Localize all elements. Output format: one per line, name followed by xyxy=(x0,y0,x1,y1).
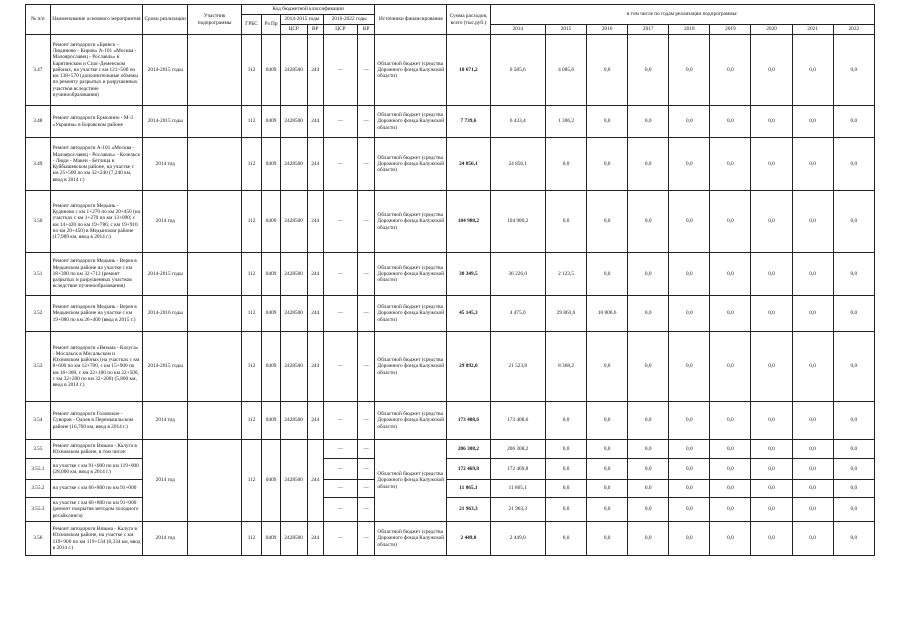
row-participant xyxy=(188,522,241,556)
row-csr: 2428500 xyxy=(280,35,307,106)
row-year-value: 0,0 xyxy=(833,138,874,191)
table-row xyxy=(26,191,875,253)
row-csr2: — xyxy=(323,138,357,191)
row-year-value: 172 469,8 xyxy=(490,459,545,480)
row-total: 11 865,1 xyxy=(447,480,490,498)
row-rzpr: 0409 xyxy=(262,253,280,296)
row-year-value: 0,0 xyxy=(587,106,628,138)
row-year-value: 0,0 xyxy=(669,138,710,191)
row-rzpr: 0409 xyxy=(262,138,280,191)
col-source-header: Источники финансирования xyxy=(375,5,447,35)
row-year-value: 0,0 xyxy=(792,332,833,402)
row-name: на участке с км 66+800 по км 91+000 xyxy=(50,480,142,498)
row-term: 2014 год xyxy=(143,440,188,522)
table-row xyxy=(26,138,875,191)
row-vr2: — xyxy=(357,498,375,522)
row-vr2: — xyxy=(357,522,375,556)
row-year-value: 2 449,0 xyxy=(490,522,545,556)
row-year-value: 0,0 xyxy=(751,296,792,332)
table-row xyxy=(26,522,875,556)
row-source: Областной бюджет (средства Дорожного фонда Калужской области) xyxy=(375,253,447,296)
row-year-value: 0,0 xyxy=(710,498,751,522)
row-year-value: 0,0 xyxy=(545,191,586,253)
row-year-value: 0,0 xyxy=(669,402,710,440)
row-total: 10 671,2 xyxy=(447,35,490,106)
row-year-value: 0,0 xyxy=(751,440,792,459)
row-csr2: — xyxy=(323,191,357,253)
row-year-value: 0,0 xyxy=(751,480,792,498)
row-year-value: 0,0 xyxy=(792,138,833,191)
row-number: 3.54 xyxy=(26,402,51,440)
row-rzpr: 0409 xyxy=(262,35,280,106)
row-year-value: 0,0 xyxy=(587,440,628,459)
row-rzpr: 0409 xyxy=(262,332,280,402)
row-year-value: 0,0 xyxy=(545,480,586,498)
budget-code-header: Код бюджетной классификации xyxy=(241,5,375,15)
row-year-value: 0,0 xyxy=(792,480,833,498)
row-term: 2014 год xyxy=(143,402,188,440)
row-total: 29 892,0 xyxy=(447,332,490,402)
row-year-value: 0,0 xyxy=(587,459,628,480)
row-year-value: 0,0 xyxy=(628,332,669,402)
row-source: Областной бюджет (средства Дорожного фонда Калужской области) xyxy=(375,35,447,106)
year-header: 2022 xyxy=(833,25,874,35)
row-number: 3.55.3 xyxy=(26,498,51,522)
table-row xyxy=(26,35,875,106)
row-total: 173 408,6 xyxy=(447,402,490,440)
row-vr2: — xyxy=(357,480,375,498)
row-year-value: 0,0 xyxy=(792,191,833,253)
row-total: 45 145,3 xyxy=(447,296,490,332)
row-number: 3.52 xyxy=(26,296,51,332)
period-2014-2015-header: 2014-2015 годы xyxy=(280,15,323,25)
col-rzpr-header: Рз Пр xyxy=(262,15,280,35)
row-vr2: — xyxy=(357,402,375,440)
row-year-value: 10 806,6 xyxy=(587,296,628,332)
row-year-value: 0,0 xyxy=(751,332,792,402)
row-year-value: 6 433,4 xyxy=(490,106,545,138)
row-total: 7 739,6 xyxy=(447,106,490,138)
row-year-value: 0,0 xyxy=(587,498,628,522)
row-year-value: 0,0 xyxy=(833,480,874,498)
row-rzpr: 0409 xyxy=(262,296,280,332)
row-csr2: — xyxy=(323,332,357,402)
row-year-value: 24 856,1 xyxy=(490,138,545,191)
row-name: Ремонт автодороги Головское - Суворов - Одоев в Перемышльском районе (16,760 км, ввод в 2014 г.) xyxy=(50,402,142,440)
row-name: Ремонт автодороги Вязьма - Калуга в Юхновском районе, на участке с км 119+900 по км 119+134 (0,334 км, ввод в 2014 г.) xyxy=(50,522,142,556)
row-year-value: 0,0 xyxy=(710,138,751,191)
row-year-value: 0,0 xyxy=(628,522,669,556)
row-year-value: 6 585,6 xyxy=(490,35,545,106)
row-year-value: 0,0 xyxy=(669,480,710,498)
row-year-value: 0,0 xyxy=(833,459,874,480)
row-year-value: 0,0 xyxy=(792,402,833,440)
row-year-value: 8 368,2 xyxy=(545,332,586,402)
row-total: 172 469,8 xyxy=(447,459,490,480)
year-header: 2018 xyxy=(669,25,710,35)
row-year-value: 0,0 xyxy=(669,106,710,138)
row-term: 2014-2016 годы xyxy=(143,296,188,332)
row-year-value: 2 123,5 xyxy=(545,253,586,296)
row-source: Областной бюджет (средства Дорожного фонда Калужской области) xyxy=(375,106,447,138)
row-year-value: 4 085,6 xyxy=(545,35,586,106)
row-vr2: — xyxy=(357,296,375,332)
row-year-value: 104 980,2 xyxy=(490,191,545,253)
row-year-value: 0,0 xyxy=(710,522,751,556)
row-name: Ремонт автодороги Медынь - Верея в Медынском районе на участке с км 18+390 по км 32+713 (ремонт разрытых и разрушенных участков вследствие пучинообразования) xyxy=(50,253,142,296)
row-number: 3.50 xyxy=(26,191,51,253)
row-year-value: 0,0 xyxy=(710,35,751,106)
row-year-value: 0,0 xyxy=(628,440,669,459)
row-year-value: 0,0 xyxy=(587,35,628,106)
row-csr2: — xyxy=(323,106,357,138)
row-total: 21 963,3 xyxy=(447,498,490,522)
row-source: Областной бюджет (средства Дорожного фонда Калужской области) xyxy=(375,402,447,440)
row-year-value: 0,0 xyxy=(669,498,710,522)
row-year-value: 0,0 xyxy=(710,253,751,296)
row-year-value: 0,0 xyxy=(710,106,751,138)
row-year-value: 0,0 xyxy=(710,402,751,440)
row-year-value: 0,0 xyxy=(833,402,874,440)
row-year-value: 0,0 xyxy=(792,106,833,138)
row-number: 3.53 xyxy=(26,332,51,402)
row-name: Ремонт автодороги Медынь - Верея в Медынском районе на участке с км 19+080 по км 26+400 (ввод в 2015 г.) xyxy=(50,296,142,332)
row-year-value: 0,0 xyxy=(628,402,669,440)
row-year-value: 0,0 xyxy=(833,498,874,522)
year-header: 2020 xyxy=(751,25,792,35)
row-csr2: — xyxy=(323,35,357,106)
row-vr2: — xyxy=(357,332,375,402)
row-year-value: 0,0 xyxy=(669,522,710,556)
row-year-value: 0,0 xyxy=(751,498,792,522)
row-participant xyxy=(188,35,241,106)
row-year-value: 4 475,0 xyxy=(490,296,545,332)
row-grbs: 112 xyxy=(241,332,262,402)
row-year-value: 0,0 xyxy=(792,35,833,106)
row-source: Областной бюджет (средства Дорожного фонда Калужской области) xyxy=(375,440,447,522)
row-grbs: 112 xyxy=(241,440,262,522)
vr-header: ВР xyxy=(307,25,323,35)
row-year-value: 0,0 xyxy=(628,106,669,138)
row-year-value: 0,0 xyxy=(545,402,586,440)
row-year-value: 36 226,0 xyxy=(490,253,545,296)
row-vr: 244 xyxy=(307,253,323,296)
row-year-value: 0,0 xyxy=(587,402,628,440)
row-csr: 2428500 xyxy=(280,440,307,522)
row-vr: 244 xyxy=(307,138,323,191)
csr-header: ЦСР xyxy=(323,25,357,35)
row-year-value: 0,0 xyxy=(545,459,586,480)
row-year-value: 0,0 xyxy=(628,459,669,480)
row-year-value: 0,0 xyxy=(833,296,874,332)
table-row xyxy=(26,106,875,138)
row-csr2: — xyxy=(323,253,357,296)
table-row xyxy=(26,296,875,332)
row-year-value: 0,0 xyxy=(751,138,792,191)
row-csr: 2428500 xyxy=(280,106,307,138)
row-year-value: 0,0 xyxy=(545,138,586,191)
row-year-value: 206 308,2 xyxy=(490,440,545,459)
vr-header: ВР xyxy=(357,25,375,35)
row-year-value: 0,0 xyxy=(751,35,792,106)
row-year-value: 0,0 xyxy=(669,459,710,480)
row-year-value: 0,0 xyxy=(669,191,710,253)
by-years-header: в том числе по годам реализации подпрограммы: xyxy=(490,5,875,25)
row-year-value: 0,0 xyxy=(669,332,710,402)
row-year-value: 0,0 xyxy=(833,106,874,138)
row-number: 3.48 xyxy=(26,106,51,138)
row-year-value: 173 408,6 xyxy=(490,402,545,440)
row-total: 206 308,2 xyxy=(447,440,490,459)
row-participant xyxy=(188,440,241,522)
row-name: Ремонт автодороги «Брянск - Людиново - Киров» А-101 «Москва - Малоярославец - Рославль» в Барятинском и Спас-Деменском районах, на участке с км 121+500 по км 138+570 (дополнительные объемы по ремонту разрытых и разрушенных участков вследствие пучинообразования) xyxy=(50,35,142,106)
row-year-value: 0,0 xyxy=(628,480,669,498)
row-total: 2 449,0 xyxy=(447,522,490,556)
row-year-value: 0,0 xyxy=(710,459,751,480)
row-vr: 244 xyxy=(307,191,323,253)
row-term: 2014 год xyxy=(143,138,188,191)
row-rzpr: 0409 xyxy=(262,522,280,556)
row-csr: 2428500 xyxy=(280,191,307,253)
row-vr: 244 xyxy=(307,106,323,138)
row-year-value: 0,0 xyxy=(751,253,792,296)
row-vr: 244 xyxy=(307,402,323,440)
row-year-value: 0,0 xyxy=(669,35,710,106)
row-year-value: 0,0 xyxy=(710,332,751,402)
row-participant xyxy=(188,296,241,332)
row-vr2: — xyxy=(357,459,375,480)
row-grbs: 112 xyxy=(241,253,262,296)
row-source: Областной бюджет (средства Дорожного фонда Калужской области) xyxy=(375,296,447,332)
row-participant xyxy=(188,106,241,138)
row-year-value: 0,0 xyxy=(628,138,669,191)
row-csr2: — xyxy=(323,480,357,498)
col-grbs-header: ГРБС xyxy=(241,15,262,35)
row-year-value: 29 863,6 xyxy=(545,296,586,332)
row-participant xyxy=(188,191,241,253)
csr-header: ЦСР xyxy=(280,25,307,35)
row-term: 2014-2015 годы xyxy=(143,106,188,138)
row-csr: 2428500 xyxy=(280,522,307,556)
row-year-value: 0,0 xyxy=(587,191,628,253)
row-number: 3.49 xyxy=(26,138,51,191)
row-grbs: 112 xyxy=(241,402,262,440)
row-year-value: 0,0 xyxy=(792,459,833,480)
row-grbs: 112 xyxy=(241,106,262,138)
year-header: 2021 xyxy=(792,25,833,35)
row-number: 3.51 xyxy=(26,253,51,296)
row-source: Областной бюджет (средства Дорожного фонда Калужской области) xyxy=(375,522,447,556)
row-year-value: 0,0 xyxy=(710,191,751,253)
row-vr: 244 xyxy=(307,522,323,556)
row-term: 2014 год xyxy=(143,522,188,556)
budget-table xyxy=(25,4,875,556)
row-csr2: — xyxy=(323,402,357,440)
row-year-value: 0,0 xyxy=(833,522,874,556)
row-year-value: 0,0 xyxy=(628,296,669,332)
row-number: 3.47 xyxy=(26,35,51,106)
row-csr2: — xyxy=(323,440,357,459)
row-vr2: — xyxy=(357,138,375,191)
row-year-value: 0,0 xyxy=(587,253,628,296)
row-year-value: 0,0 xyxy=(833,191,874,253)
row-year-value: 0,0 xyxy=(833,253,874,296)
row-year-value: 0,0 xyxy=(545,440,586,459)
row-year-value: 0,0 xyxy=(710,440,751,459)
row-rzpr: 0409 xyxy=(262,191,280,253)
row-csr: 2428500 xyxy=(280,402,307,440)
row-year-value: 0,0 xyxy=(669,253,710,296)
row-year-value: 0,0 xyxy=(587,480,628,498)
row-total: 24 856,1 xyxy=(447,138,490,191)
row-total: 104 980,2 xyxy=(447,191,490,253)
row-csr: 2428500 xyxy=(280,332,307,402)
row-number: 3.55 xyxy=(26,440,51,459)
row-csr2: — xyxy=(323,296,357,332)
row-term: 2014 год xyxy=(143,191,188,253)
col-participant-header: Участник подпрограммы xyxy=(188,5,241,35)
row-vr2: — xyxy=(357,253,375,296)
table-row xyxy=(26,253,875,296)
row-year-value: 0,0 xyxy=(545,498,586,522)
row-number: 3.55.2 xyxy=(26,480,51,498)
row-year-value: 0,0 xyxy=(587,522,628,556)
row-name: Ремонт автодороги «Вязьма - Калуга» - Мосальск в Мосальском и Юхновском районах (на участках с км 8+600 по км 12+700, с км 15+900 по км 16+300, с км 22+100 по км 22+500, с км 32+200 по км 32+200) (5,800 км, ввод в 2014 г.) xyxy=(50,332,142,402)
row-term: 2014-2015 годы xyxy=(143,253,188,296)
period-2016-2022-header: 2016-2022 годы xyxy=(323,15,374,25)
row-total: 38 349,5 xyxy=(447,253,490,296)
col-name-header: Наименование основного мероприятия xyxy=(50,5,142,35)
year-header: 2016 xyxy=(587,25,628,35)
row-vr: 244 xyxy=(307,440,323,522)
row-term: 2014-2015 годы xyxy=(143,35,188,106)
row-year-value: 0,0 xyxy=(751,522,792,556)
row-year-value: 0,0 xyxy=(792,296,833,332)
year-header: 2014 xyxy=(490,25,545,35)
row-vr2: — xyxy=(357,106,375,138)
row-rzpr: 0409 xyxy=(262,106,280,138)
row-name: Ремонт автодороги Вязьма - Калуга в Юхновском районе, в том числе: xyxy=(50,440,142,459)
table-body xyxy=(26,35,875,556)
row-year-value: 0,0 xyxy=(587,138,628,191)
row-year-value: 11 865,1 xyxy=(490,480,545,498)
year-header: 2017 xyxy=(628,25,669,35)
table-row xyxy=(26,440,875,459)
row-year-value: 0,0 xyxy=(628,498,669,522)
row-csr2: — xyxy=(323,498,357,522)
row-year-value: 0,0 xyxy=(545,522,586,556)
row-source: Областной бюджет (средства Дорожного фонда Калужской области) xyxy=(375,191,447,253)
row-year-value: 0,0 xyxy=(792,440,833,459)
row-year-value: 0,0 xyxy=(751,191,792,253)
row-year-value: 0,0 xyxy=(669,296,710,332)
row-grbs: 112 xyxy=(241,35,262,106)
row-vr: 244 xyxy=(307,332,323,402)
row-name: на участке с км 66+800 по км 91+000 (ремонт покрытия методом холодного ресайклинга) xyxy=(50,498,142,522)
row-csr2: — xyxy=(323,522,357,556)
row-participant xyxy=(188,332,241,402)
row-grbs: 112 xyxy=(241,191,262,253)
row-year-value: 0,0 xyxy=(792,522,833,556)
row-year-value: 0,0 xyxy=(628,35,669,106)
row-year-value: 0,0 xyxy=(792,498,833,522)
row-year-value: 0,0 xyxy=(792,253,833,296)
row-rzpr: 0409 xyxy=(262,440,280,522)
row-year-value: 0,0 xyxy=(628,253,669,296)
row-year-value: 0,0 xyxy=(833,440,874,459)
row-participant xyxy=(188,402,241,440)
row-year-value: 0,0 xyxy=(751,459,792,480)
row-name: Ремонт автодороги Медынь - Кудиново с км 1+270 по км 20+450 (на участках с км 1+270 по км 13+090; с км 14+420 по км 19+786; с км 19+910 по км 20+450) в Медынском районе (17,989 км, ввод в 2014 г.) xyxy=(50,191,142,253)
row-source: Областной бюджет (средства Дорожного фонда Калужской области) xyxy=(375,138,447,191)
table-row xyxy=(26,332,875,402)
row-name: Ремонт автодороги А-101 «Москва - Малоярославец - Рославль» - Козельск - Люди - Макеи - Бетлица в Куйбышевском районе, на участке с км 25+500 по км 32+240 (7,240 км, ввод в 2014 г.) xyxy=(50,138,142,191)
row-grbs: 112 xyxy=(241,296,262,332)
row-number: 3.55.1 xyxy=(26,459,51,480)
row-year-value: 0,0 xyxy=(751,106,792,138)
row-year-value: 21 523,8 xyxy=(490,332,545,402)
col-term-header: Сроки реализации xyxy=(143,5,188,35)
row-vr: 244 xyxy=(307,296,323,332)
row-name: на участке с км 91+000 по км 119+000 (28,000 км, ввод в 2014 г.) xyxy=(50,459,142,480)
table-row xyxy=(26,402,875,440)
row-vr: 244 xyxy=(307,35,323,106)
col-num-header: № п/п xyxy=(26,5,51,35)
row-rzpr: 0409 xyxy=(262,402,280,440)
row-participant xyxy=(188,138,241,191)
row-year-value: 0,0 xyxy=(833,332,874,402)
row-year-value: 0,0 xyxy=(587,332,628,402)
row-vr2: — xyxy=(357,35,375,106)
row-year-value: 0,0 xyxy=(833,35,874,106)
row-csr: 2428500 xyxy=(280,253,307,296)
row-grbs: 112 xyxy=(241,522,262,556)
row-term: 2014-2015 годы xyxy=(143,332,188,402)
table-header xyxy=(26,5,875,35)
row-year-value: 0,0 xyxy=(710,296,751,332)
row-year-value: 0,0 xyxy=(710,480,751,498)
row-year-value: 1 306,2 xyxy=(545,106,586,138)
row-grbs: 112 xyxy=(241,138,262,191)
row-year-value: 0,0 xyxy=(628,191,669,253)
row-csr: 2428500 xyxy=(280,296,307,332)
year-header: 2019 xyxy=(710,25,751,35)
row-year-value: 0,0 xyxy=(751,402,792,440)
row-number: 3.56 xyxy=(26,522,51,556)
col-total-header: Сумма расходов, всего (тыс.руб.) xyxy=(447,5,490,35)
row-name: Ремонт автодороги Ермолино - М-3 «Украина» в Боровском районе xyxy=(50,106,142,138)
row-csr2: — xyxy=(323,459,357,480)
row-participant xyxy=(188,253,241,296)
row-vr2: — xyxy=(357,191,375,253)
row-csr: 2428500 xyxy=(280,138,307,191)
row-year-value: 21 963,3 xyxy=(490,498,545,522)
row-source: Областной бюджет (средства Дорожного фонда Калужской области) xyxy=(375,332,447,402)
year-header: 2015 xyxy=(545,25,586,35)
row-vr2: — xyxy=(357,440,375,459)
row-year-value: 0,0 xyxy=(669,440,710,459)
